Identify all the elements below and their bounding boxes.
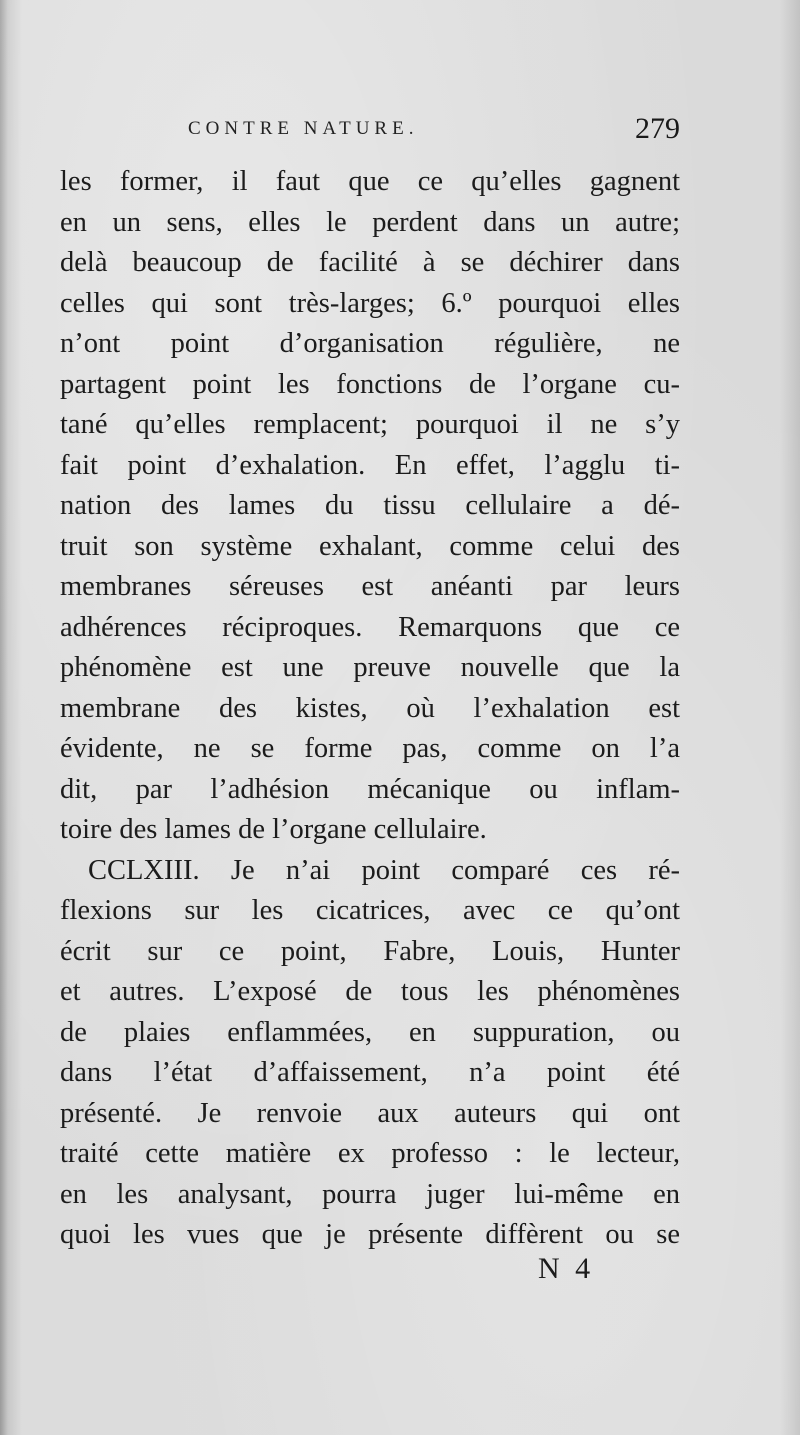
text-line: truit son système exhalant, comme celui des — [60, 530, 680, 562]
text-line: membrane des kistes, où l’exhalation est — [60, 692, 680, 724]
text-line: phénomène est une preuve nouvelle que la — [60, 652, 680, 683]
text-line: en les analysant, pourra juger lui-même en — [60, 1178, 680, 1210]
text-line: tané qu’elles remplacent; pourquoi il ne s’y — [60, 409, 680, 440]
text-line: partagent point les fonctions de l’organe cu- — [60, 368, 680, 400]
running-head: CONTRE NATURE. — [188, 118, 419, 139]
text-line: les former, il faut que ce qu’elles gagnent — [60, 166, 680, 197]
text-line: flexions sur les cicatrices, avec ce qu’ont — [60, 895, 680, 926]
text-line: adhérences réciproques. Remarquons que ce — [60, 611, 680, 643]
body-text — [60, 162, 680, 1256]
text-line: en un sens, elles le perdent dans un autre; — [60, 206, 680, 238]
paragraph-end-line: toire des lames de l’organe cellulaire. — [60, 814, 487, 845]
text-line: n’ont point d’organisation régulière, ne — [60, 328, 680, 359]
text-line: présenté. Je renvoie aux auteurs qui ont — [60, 1097, 680, 1129]
text-line: évidente, ne se forme pas, comme on l’a — [60, 733, 680, 764]
text-line: écrit sur ce point, Fabre, Louis, Hunter — [60, 935, 680, 967]
text-line: quoi les vues que je présente diffèrent ou se — [60, 1219, 680, 1250]
text-line: celles qui sont très-larges; 6.º pourquoi elles — [60, 287, 680, 319]
text-line: et autres. L’exposé de tous les phénomènes — [60, 976, 680, 1007]
text-line: dans l’état d’affaissement, n’a point été — [60, 1057, 680, 1088]
text-line: de plaies enflammées, en suppuration, ou — [60, 1016, 680, 1048]
signature-mark: N 4 — [538, 1252, 595, 1285]
text-line: fait point d’exhalation. En effet, l’agglu ti- — [60, 449, 680, 481]
text-line: membranes séreuses est anéanti par leurs — [60, 571, 680, 602]
section-start-line: CCLXIII. Je n’ai point comparé ces ré- — [88, 854, 680, 886]
page-number: 279 — [635, 112, 680, 145]
text-line: traité cette matière ex professo : le lecteur, — [60, 1138, 680, 1169]
page-header — [60, 114, 680, 154]
text-line: nation des lames du tissu cellulaire a dé- — [60, 490, 680, 521]
text-line: dit, par l’adhésion mécanique ou inflam- — [60, 773, 680, 805]
text-line: delà beaucoup de facilité à se déchirer dans — [60, 247, 680, 278]
